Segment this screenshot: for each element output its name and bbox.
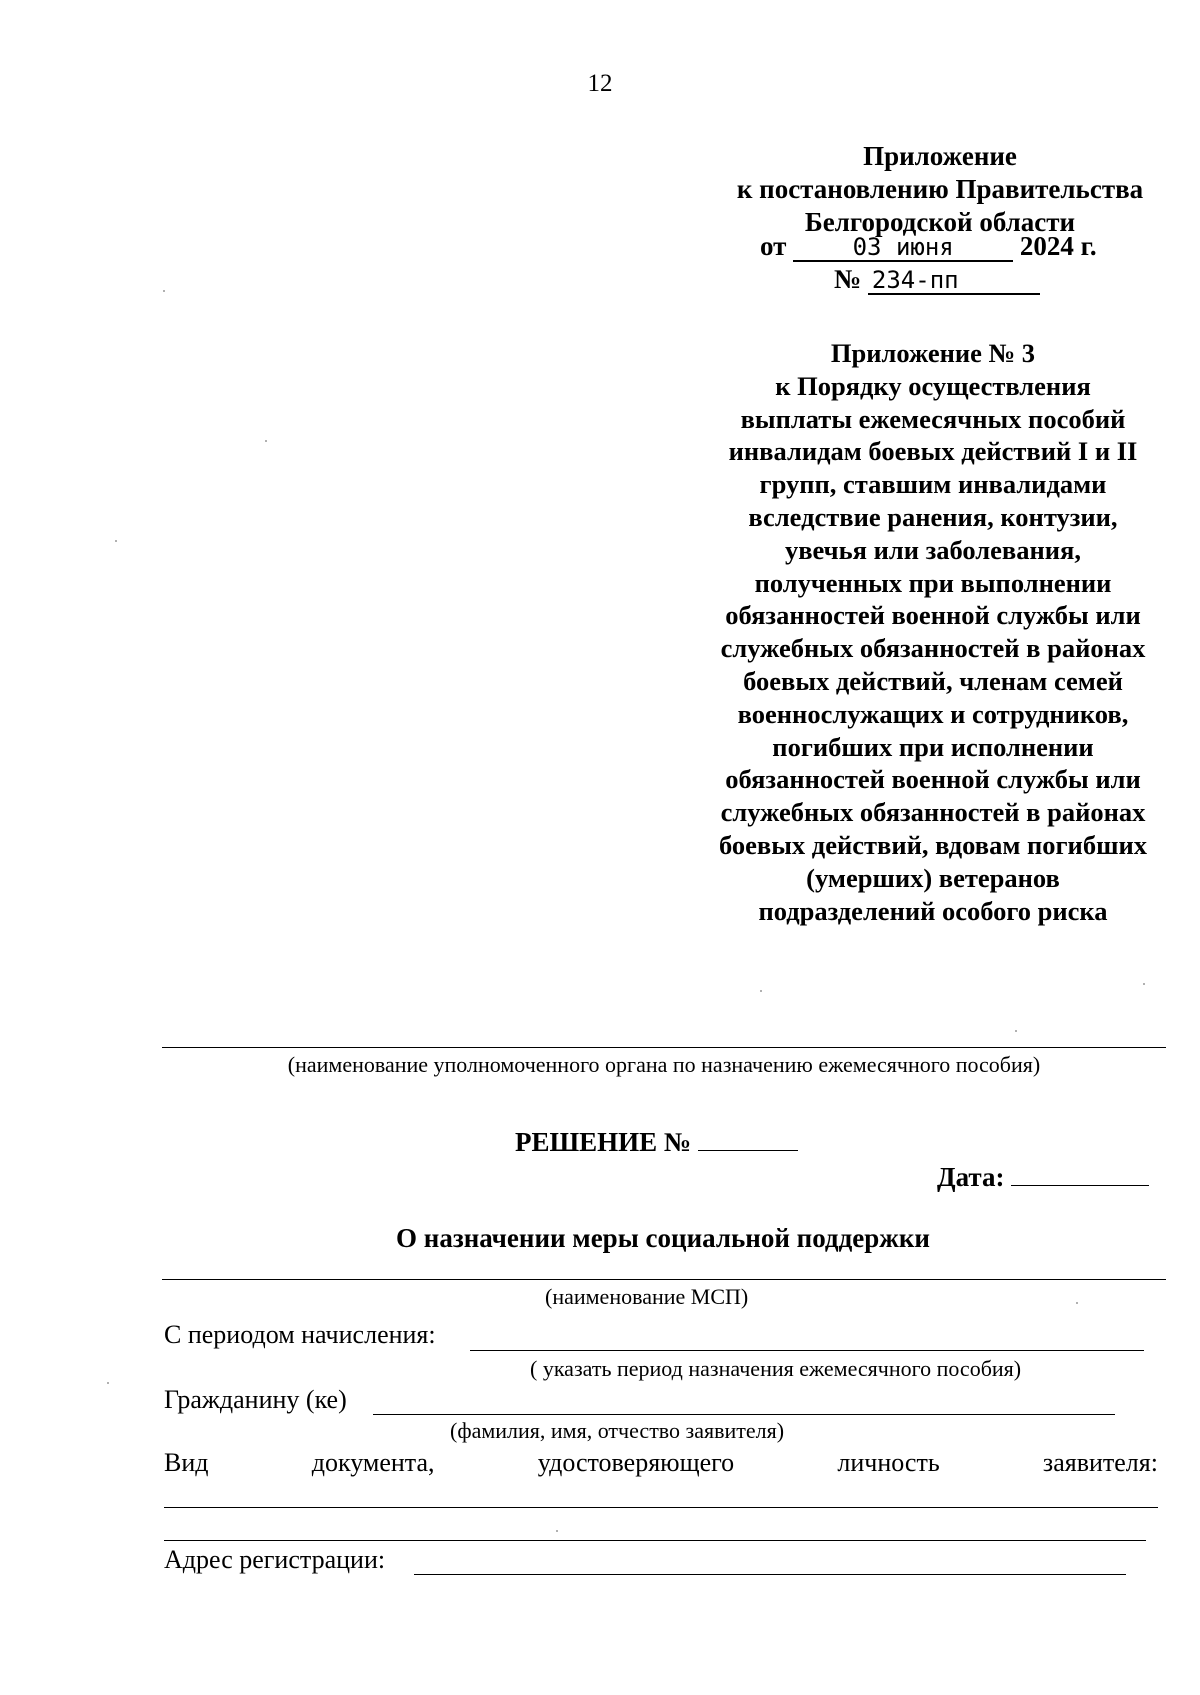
decision-date-field <box>1011 1163 1149 1186</box>
header-title: Приложение <box>863 141 1017 171</box>
appendix3-line: обязанностей военной службы или <box>725 600 1141 631</box>
doc-word: заявителя: <box>1042 1448 1158 1477</box>
decision-date <box>937 1162 1149 1193</box>
appendix3-line: служебных обязанностей в районах <box>720 797 1146 828</box>
citizen-row <box>164 1385 347 1415</box>
msp-field-line <box>162 1279 1166 1280</box>
appendix3-line: инвалидам боевых действий I и II <box>728 436 1138 467</box>
doc-word: личность <box>837 1448 940 1477</box>
identity-doc-field-line-2 <box>164 1540 1146 1541</box>
decision-title-text: РЕШЕНИЕ № <box>515 1127 692 1157</box>
identity-doc-field-line-1 <box>164 1507 1158 1508</box>
citizen-field-line <box>373 1414 1115 1415</box>
decision-number-field <box>698 1128 798 1151</box>
scan-speck <box>115 540 117 542</box>
header-number-line <box>834 263 1040 296</box>
scan-speck <box>265 440 267 442</box>
subject-title: О назначении меры социальной поддержки <box>396 1223 930 1253</box>
date-suffix: 2024 г. <box>1019 231 1097 261</box>
header-region: Белгородской области <box>804 207 1076 237</box>
appendix3-line: боевых действий, вдовам погибших <box>719 829 1147 860</box>
msp-caption: (наименование МСП) <box>545 1284 749 1309</box>
appendix3-line: военнослужащих и сотрудников, <box>737 698 1129 729</box>
number-value: 234-пп <box>868 267 1040 295</box>
header-date-line <box>760 230 1097 263</box>
appendix3-block <box>690 337 1176 927</box>
doc-word: удостоверяющего <box>537 1448 735 1477</box>
citizen-label: Гражданину (ке) <box>164 1385 347 1414</box>
organ-caption: (наименование уполномоченного органа по назначению ежемесячного пособия) <box>287 1052 1041 1077</box>
period-caption: ( указать период назначения ежемесячного пособия) <box>530 1356 1022 1381</box>
appendix3-line: погибших при исполнении <box>772 731 1094 762</box>
page-number: 12 <box>587 70 613 97</box>
scan-speck <box>163 290 165 292</box>
appendix-header <box>704 140 1176 239</box>
scan-speck <box>760 990 762 992</box>
scan-speck <box>1076 1302 1078 1304</box>
decision-title <box>515 1127 798 1158</box>
appendix3-line: боевых действий, членам семей <box>743 665 1123 696</box>
period-row <box>164 1320 436 1350</box>
appendix3-line: (умерших) ветеранов <box>806 862 1060 893</box>
scan-speck <box>107 1382 109 1384</box>
date-label: Дата: <box>937 1162 1005 1192</box>
citizen-caption: (фамилия, имя, отчество заявителя) <box>450 1418 785 1443</box>
address-field-line <box>414 1574 1126 1575</box>
appendix3-line: увечья или заболевания, <box>784 534 1081 565</box>
scan-speck <box>556 1530 558 1532</box>
date-prefix: от <box>760 231 787 261</box>
appendix3-line: полученных при выполнении <box>754 567 1112 598</box>
appendix3-line: вследствие ранения, контузии, <box>748 501 1118 532</box>
appendix3-line: Приложение № 3 <box>830 338 1036 368</box>
header-decree-ref: к постановлению Правительства <box>736 174 1144 204</box>
appendix3-line: выплаты ежемесячных пособий <box>740 403 1126 434</box>
date-value: 03 июня <box>793 234 1013 262</box>
address-label: Адрес регистрации: <box>164 1545 386 1574</box>
address-row <box>164 1545 385 1575</box>
period-field-line <box>470 1350 1144 1351</box>
appendix3-line: к Порядку осуществления <box>775 370 1091 401</box>
appendix3-line: подразделений особого риска <box>758 895 1108 926</box>
doc-word: Вид <box>164 1448 209 1477</box>
scan-speck <box>1015 1030 1017 1032</box>
appendix3-line: служебных обязанностей в районах <box>720 633 1146 664</box>
identity-doc-row <box>164 1448 1158 1478</box>
number-prefix: № <box>834 264 862 294</box>
organ-field-line <box>162 1047 1166 1048</box>
period-label: С периодом начисления: <box>164 1320 436 1349</box>
appendix3-line: групп, ставшим инвалидами <box>759 469 1107 500</box>
doc-word: документа, <box>311 1448 435 1477</box>
scan-speck <box>1143 983 1145 985</box>
appendix3-line: обязанностей военной службы или <box>725 764 1141 795</box>
